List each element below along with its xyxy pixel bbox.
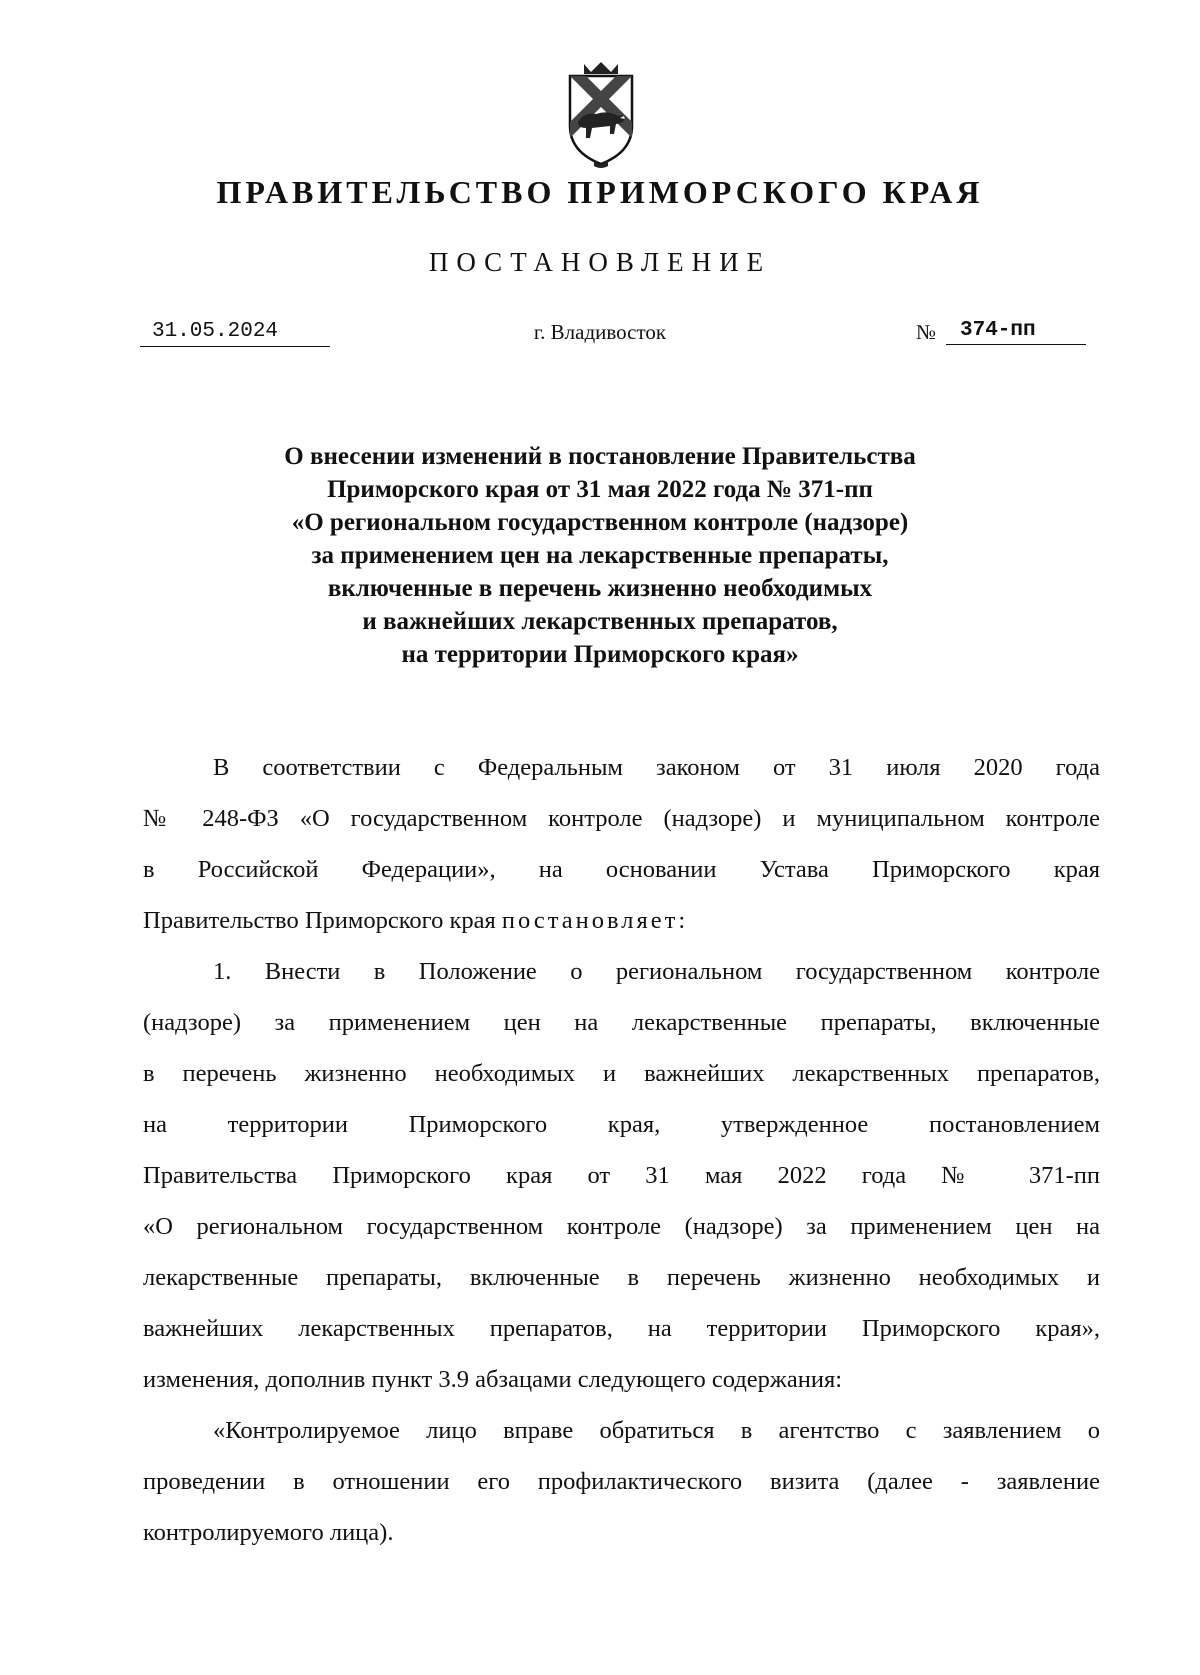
body-line: важнейших лекарственных препаратов, на территории Приморского края», xyxy=(143,1315,1100,1342)
resolution-heading xyxy=(150,440,1050,671)
body-line: в перечень жизненно необходимых и важнейших лекарственных препаратов, xyxy=(143,1060,1100,1087)
document-date: 31.05.2024 xyxy=(140,318,330,347)
body-line: контролируемого лица). xyxy=(143,1519,394,1546)
heading-line: за применением цен на лекарственные препараты, xyxy=(311,542,889,569)
number-sign: № xyxy=(916,320,937,344)
body-line: № 248-ФЗ «О государственном контроле (надзоре) и муниципальном контроле xyxy=(143,805,1100,832)
body-line: «О региональном государственном контроле (надзоре) за применением цен на xyxy=(143,1213,1100,1240)
heading-line: включенные в перечень жизненно необходимых xyxy=(327,575,873,602)
document-number-block xyxy=(916,318,1091,348)
heading-line: «О региональном государственном контроле (надзоре) xyxy=(291,509,909,536)
body-line: Правительства Приморского края от 31 мая 2022 года № 371-пп xyxy=(143,1162,1100,1189)
body-line: 1. Внести в Положение о региональном государственном контроле xyxy=(213,958,1100,985)
body-line: изменения, дополнив пункт 3.9 абзацами следующего содержания: xyxy=(143,1366,843,1393)
heading-line: Приморского края от 31 мая 2022 года № 371-пп xyxy=(327,476,873,503)
body-line xyxy=(143,895,1100,946)
document-type: ПОСТАНОВЛЕНИЕ xyxy=(428,247,772,277)
body-line: В соответствии с Федеральным законом от 31 июля 2020 года xyxy=(213,754,1100,781)
coat-of-arms-emblem xyxy=(564,60,638,170)
body-line-prefix: Правительство Приморского края xyxy=(143,907,502,934)
document-city: г. Владивосток xyxy=(533,320,667,344)
document-number: 374-пп xyxy=(946,318,1086,345)
body-line: на территории Приморского края, утвержденное постановлением xyxy=(143,1111,1100,1138)
heading-line: и важнейших лекарственных препаратов, xyxy=(362,608,838,635)
body-line: лекарственные препараты, включенные в перечень жизненно необходимых и xyxy=(143,1264,1100,1291)
body-line: (надзоре) за применением цен на лекарственные препараты, включенные xyxy=(143,1009,1100,1036)
document-body xyxy=(143,742,1100,1558)
body-line: «Контролируемое лицо вправе обратиться в агентство с заявлением о xyxy=(213,1417,1100,1444)
heading-line: на территории Приморского края» xyxy=(401,641,799,668)
resolves-word: постановляет: xyxy=(501,907,689,934)
body-line: проведении в отношении его профилактического визита (далее - заявление xyxy=(143,1468,1100,1495)
body-line: в Российской Федерации», на основании Устава Приморского края xyxy=(143,856,1100,883)
organization-title: ПРАВИТЕЛЬСТВО ПРИМОРСКОГО КРАЯ xyxy=(216,174,984,210)
heading-line: О внесении изменений в постановление Правительства xyxy=(284,443,916,470)
